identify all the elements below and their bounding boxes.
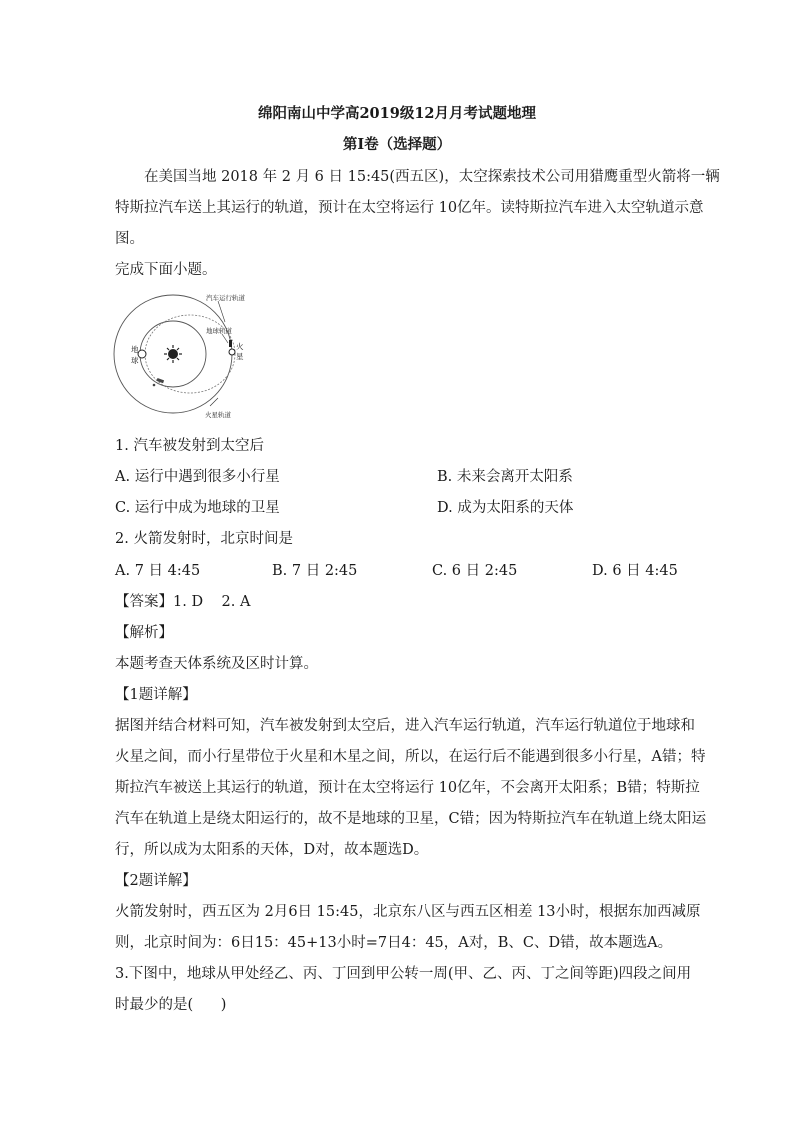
q1-option-a: A. 运行中遇到很多小行星 (115, 469, 280, 485)
q1-option-c: C. 运行中成为地球的卫星 (115, 500, 280, 516)
detail1-line-3: 斯拉汽车被送上其运行的轨道，预计在太空将运行 10亿年，不会离开太阳系；B错；特斯拉 (115, 780, 700, 796)
intro-line-2: 特斯拉汽车送上其运行的轨道，预计在太空将运行 10亿年。读特斯拉汽车进入太空轨道示意 (115, 200, 704, 216)
detail1-line-1: 据图并结合材料可知，汽车被发射到太空后，进入汽车运行轨道，汽车运行轨道位于地球和 (115, 718, 695, 734)
q2-option-a: A. 7 日 4:45 (115, 563, 201, 579)
sun-icon (164, 345, 182, 363)
detail1-line-5: 行，所以成为太阳系的天体，D对，故本题选D。 (115, 842, 429, 858)
answer-line: 【答案】1. D 2. A (115, 594, 251, 610)
instruction: 完成下面小题。 (115, 262, 217, 278)
analysis-intro: 本题考查天体系统及区时计算。 (115, 656, 318, 672)
car-icon (229, 340, 232, 347)
q3-line-1: 3.下图中，地球从甲处经乙、丙、丁回到甲公转一周(甲、乙、丙、丁之间等距)四段之间用 (115, 966, 692, 982)
section-title: 第Ⅰ卷（选择题） (342, 136, 452, 153)
analysis-heading: 【解析】 (115, 625, 173, 641)
intro-line-3: 图。 (115, 231, 144, 247)
label-car-orbit: 汽车运行轨道 (206, 294, 245, 302)
q2-option-c: C. 6 日 2:45 (432, 563, 518, 579)
tesla-orbit-diagram (110, 290, 260, 422)
q1-stem: 1. 汽车被发射到太空后 (115, 438, 264, 454)
label-earth-1: 地 (131, 345, 139, 354)
label-mars-orbit: 火星轨道 (205, 411, 231, 419)
label-earth-2: 球 (131, 356, 139, 365)
label-mars-2: 星 (236, 352, 244, 361)
q2-stem: 2. 火箭发射时，北京时间是 (115, 531, 293, 547)
label-earth-orbit: 地球轨道 (206, 327, 232, 335)
earth-icon (138, 350, 146, 358)
detail2-heading: 【2题详解】 (115, 873, 197, 889)
detail2-line-1: 火箭发射时，西五区为 2月6日 15:45，北京东八区与西五区相差 13小时，根据东加西减原 (115, 904, 701, 920)
detail1-line-4: 汽车在轨道上是绕太阳运行的，故不是地球的卫星，C错；因为特斯拉汽车在轨道上绕太阳运 (115, 811, 707, 827)
q1-option-d: D. 成为太阳系的天体 (437, 500, 574, 516)
exam-title: 绵阳南山中学高2019级12月月考试题地理 (257, 105, 537, 122)
detail1-heading: 【1题详解】 (115, 687, 197, 703)
detail2-line-2: 则，北京时间为：6日15：45+13小时=7日4：45，A对，B、C、D错，故本题选A。 (115, 935, 673, 951)
q1-option-b: B. 未来会离开太阳系 (437, 469, 573, 485)
mars-icon (229, 349, 235, 355)
q2-option-b: B. 7 日 2:45 (272, 563, 358, 579)
q2-option-d: D. 6 日 4:45 (592, 563, 678, 579)
q3-line-2: 时最少的是( ) (115, 997, 227, 1013)
detail1-line-2: 火星之间，而小行星带位于火星和木星之间，所以，在运行后不能遇到很多小行星，A错；特 (115, 749, 706, 765)
label-mars-1: 火 (236, 342, 244, 351)
intro-line-1: 在美国当地 2018 年 2 月 6 日 15:45(西五区)，太空探索技术公司用猎鹰重型火箭将一辆 (144, 169, 720, 185)
